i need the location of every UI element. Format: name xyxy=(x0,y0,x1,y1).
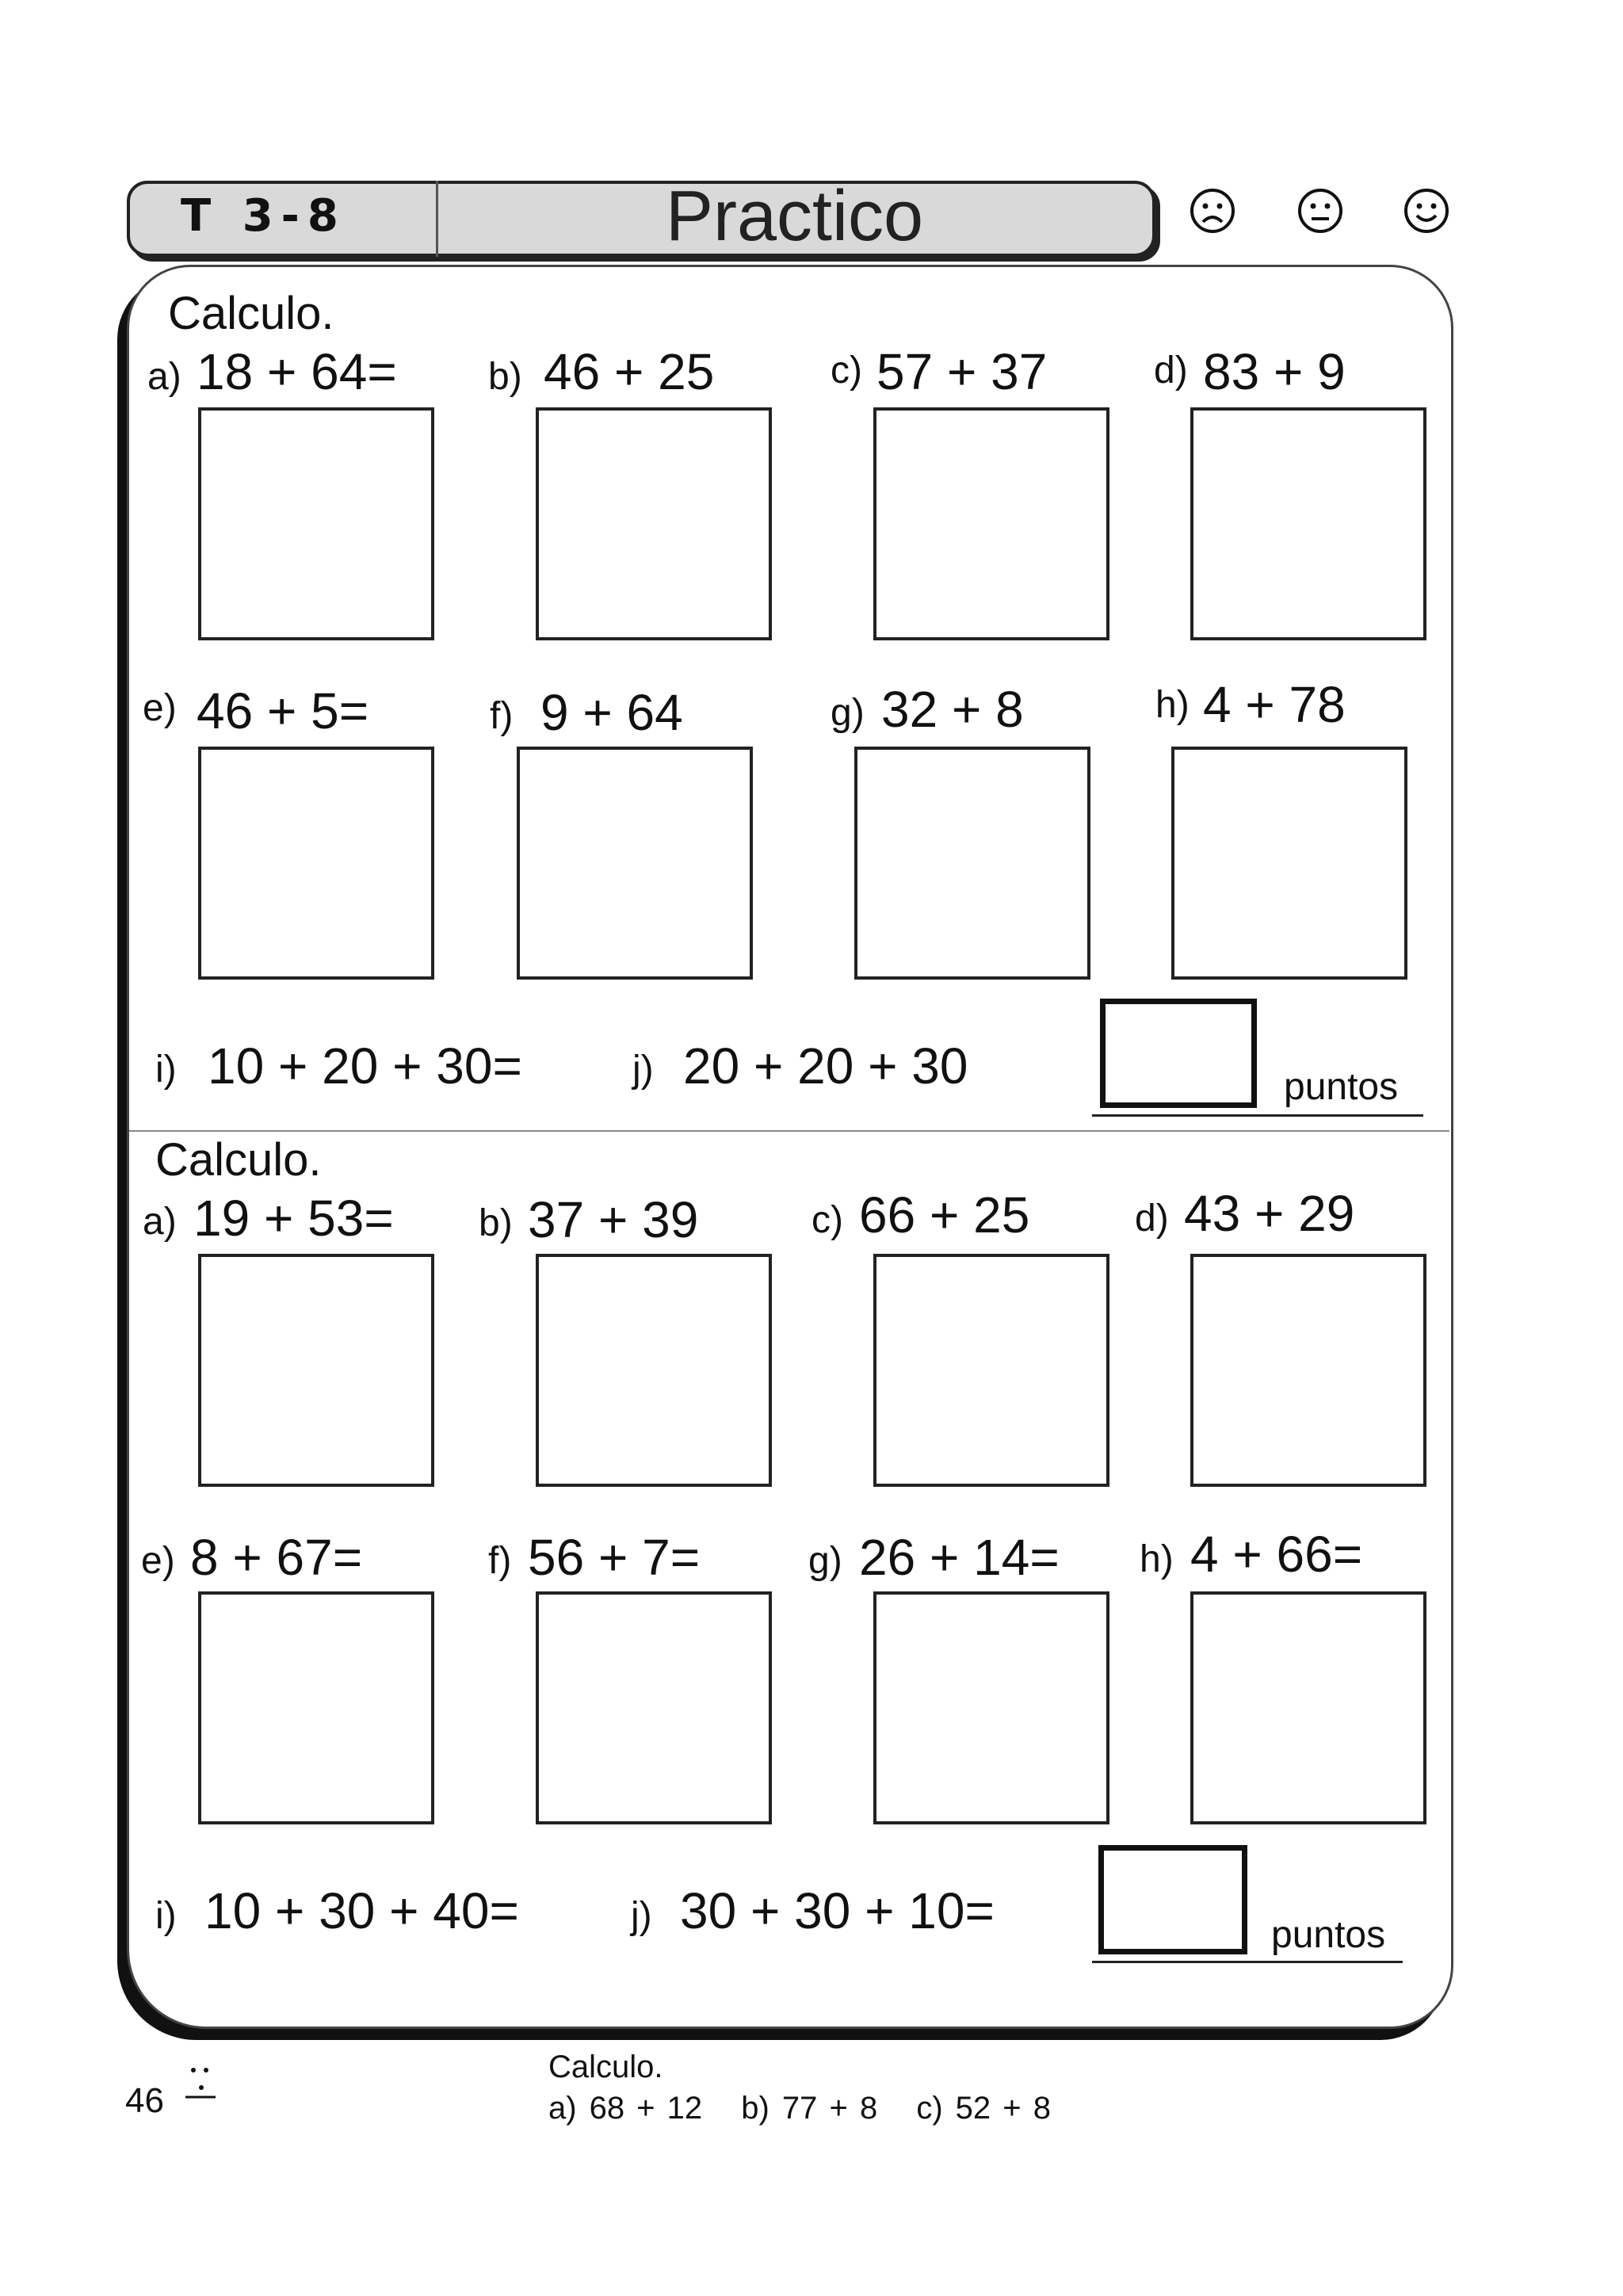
points-label: puntos xyxy=(1284,1066,1399,1108)
item-expression: 4 + 78 xyxy=(1203,676,1346,733)
answer-box[interactable] xyxy=(1190,1254,1426,1487)
answer-box[interactable] xyxy=(1171,747,1407,980)
answer-box[interactable] xyxy=(198,407,434,640)
footer-item xyxy=(548,2091,702,2126)
answer-box[interactable] xyxy=(873,407,1109,640)
answer-box[interactable] xyxy=(517,747,753,980)
item-label: i) xyxy=(155,1895,177,1937)
item-expression: 20 + 20 + 30 xyxy=(683,1037,968,1095)
item-expression: 10 + 20 + 30= xyxy=(208,1037,522,1095)
footer-title: Calculo. xyxy=(548,2050,663,2084)
item-label: f) xyxy=(490,695,514,737)
happy-face-icon[interactable] xyxy=(1403,187,1450,235)
item-label: a) xyxy=(143,1201,177,1243)
points-label: puntos xyxy=(1271,1914,1386,1956)
answer-box[interactable] xyxy=(536,407,772,640)
item-expression: 32 + 8 xyxy=(881,681,1024,738)
item-expression: 37 + 39 xyxy=(528,1191,699,1248)
answer-box[interactable] xyxy=(854,747,1090,980)
item-expression: 26 + 14= xyxy=(859,1529,1060,1586)
item-label: b) xyxy=(741,2091,769,2126)
points-underline xyxy=(1092,1114,1423,1117)
answer-box[interactable] xyxy=(1190,1591,1426,1824)
section-divider xyxy=(129,1130,1449,1132)
item-expression: 56 + 7= xyxy=(528,1529,701,1586)
answer-box[interactable] xyxy=(873,1591,1109,1824)
unit-code: T 3-8 xyxy=(181,190,346,242)
answer-box[interactable] xyxy=(873,1254,1109,1487)
item-label: b) xyxy=(479,1202,513,1244)
item-expression: 8 + 67= xyxy=(190,1529,363,1586)
item-expression: 43 + 29 xyxy=(1184,1185,1355,1242)
item-label: c) xyxy=(916,2091,943,2126)
points-box[interactable] xyxy=(1100,999,1257,1108)
item-expression: 57 + 37 xyxy=(876,343,1048,400)
item-label: h) xyxy=(1140,1538,1174,1580)
section-title: Calculo. xyxy=(168,288,334,339)
answer-box[interactable] xyxy=(536,1591,772,1824)
item-label: j) xyxy=(631,1895,652,1937)
item-expression: 52 + 8 xyxy=(955,2091,1051,2126)
item-label: e) xyxy=(141,1540,175,1582)
item-label: e) xyxy=(143,687,177,729)
neutral-face-icon[interactable] xyxy=(1296,187,1344,235)
item-label: b) xyxy=(488,356,522,398)
answer-box[interactable] xyxy=(198,747,434,980)
item-expression: 10 + 30 + 40= xyxy=(204,1882,519,1939)
item-label: d) xyxy=(1154,350,1188,392)
item-label: j) xyxy=(632,1049,654,1091)
item-label: a) xyxy=(548,2091,577,2126)
footer-items xyxy=(548,2091,1078,2126)
points-box[interactable] xyxy=(1098,1845,1247,1954)
page-title: Practico xyxy=(666,177,924,256)
item-expression: 4 + 66= xyxy=(1190,1526,1363,1583)
item-expression: 66 + 25 xyxy=(859,1186,1030,1244)
item-label: c) xyxy=(812,1199,843,1241)
points-underline xyxy=(1092,1961,1403,1963)
item-label: i) xyxy=(155,1049,177,1091)
item-label: c) xyxy=(831,350,862,392)
item-label: f) xyxy=(488,1540,512,1582)
header-divider xyxy=(436,181,438,257)
item-expression: 83 + 9 xyxy=(1203,343,1346,400)
footer-item xyxy=(916,2091,1051,2126)
item-expression: 30 + 30 + 10= xyxy=(680,1882,995,1939)
item-label: h) xyxy=(1155,684,1190,726)
item-label: a) xyxy=(147,356,181,398)
dots-icon xyxy=(184,2064,216,2103)
item-expression: 46 + 5= xyxy=(197,682,369,739)
item-expression: 77 + 8 xyxy=(781,2091,878,2126)
answer-box[interactable] xyxy=(536,1254,772,1487)
section-title: Calculo. xyxy=(155,1134,322,1186)
answer-box[interactable] xyxy=(1190,407,1426,640)
item-expression: 18 + 64= xyxy=(197,343,397,400)
item-expression: 46 + 25 xyxy=(544,343,715,400)
item-label: g) xyxy=(831,692,865,734)
item-expression: 68 + 12 xyxy=(589,2091,703,2126)
item-expression: 9 + 64 xyxy=(540,684,683,741)
footer-item xyxy=(741,2091,877,2126)
answer-box[interactable] xyxy=(198,1591,434,1824)
page-number: 46 xyxy=(125,2081,164,2120)
sad-face-icon[interactable] xyxy=(1189,187,1236,235)
item-label: d) xyxy=(1135,1198,1169,1240)
item-label: g) xyxy=(808,1540,842,1582)
item-expression: 19 + 53= xyxy=(193,1190,394,1247)
answer-box[interactable] xyxy=(198,1254,434,1487)
